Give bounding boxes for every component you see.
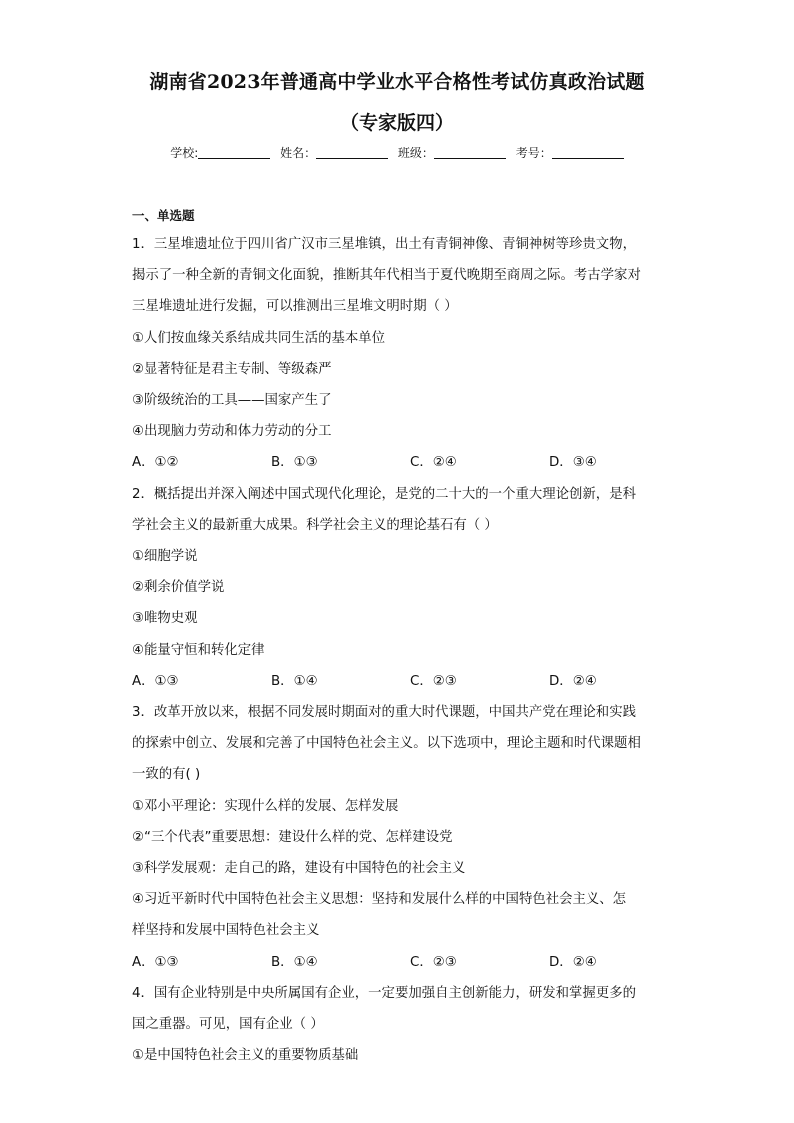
exam-number-blank[interactable] xyxy=(552,145,624,159)
question-stem-line: 国之重器。可见，国有企业（ ） xyxy=(132,1017,324,1033)
option-c[interactable]: C．②③ xyxy=(410,673,457,689)
statement-item: ③阶级统治的工具——国家产生了 xyxy=(132,393,332,409)
statement-item: ④出现脑力劳动和体力劳动的分工 xyxy=(132,424,332,440)
question-stem-line: 学社会主义的最新重大成果。科学社会主义的理论基石有（ ） xyxy=(132,517,498,533)
question-2 xyxy=(132,479,672,697)
option-b[interactable]: B．①④ xyxy=(271,954,318,970)
statement-item: ④能量守恒和转化定律 xyxy=(132,642,265,658)
exam-content xyxy=(132,205,672,1071)
question-stem-line: 一致的有( ) xyxy=(132,767,201,783)
statement-item: ①邓小平理论：实现什么样的发展、怎样发展 xyxy=(132,798,399,814)
school-blank[interactable] xyxy=(198,145,270,159)
statement-item: ③科学发展观：走自己的路，建设有中国特色的社会主义 xyxy=(132,861,466,877)
section-heading: 一、单选题 xyxy=(132,208,195,223)
question-stem-line: 的探索中创立、发展和完善了中国特色社会主义。以下选项中，理论主题和时代课题相 xyxy=(132,736,641,752)
name-blank[interactable] xyxy=(316,145,388,159)
question-3 xyxy=(132,697,672,978)
question-stem-line: 揭示了一种全新的青铜文化面貌，推断其年代相当于夏代晚期至商周之际。考古学家对 xyxy=(132,268,641,284)
question-stem-line: 3．改革开放以来，根据不同发展时期面对的重大时代课题，中国共产党在理论和实践 xyxy=(132,705,636,721)
question-1 xyxy=(132,229,672,479)
statement-item: ④习近平新时代中国特色社会主义思想：坚持和发展什么样的中国特色社会主义、怎 xyxy=(132,892,627,908)
question-stem-line: 2．概括提出并深入阐述中国式现代化理论，是党的二十大的一个重大理论创新，是科 xyxy=(132,486,636,502)
answer-options xyxy=(132,666,672,697)
option-b[interactable]: B．①④ xyxy=(271,673,318,689)
question-stem-line: 三星堆遗址进行发掘，可以推测出三星堆文明时期（ ） xyxy=(132,299,458,315)
student-info-row xyxy=(0,143,794,163)
answer-options xyxy=(132,947,672,978)
option-b[interactable]: B．①③ xyxy=(271,455,318,471)
option-d[interactable]: D．②④ xyxy=(549,673,597,689)
exam-subtitle: （专家版四） xyxy=(339,112,454,134)
option-c[interactable]: C．②③ xyxy=(410,954,457,970)
statement-item: ①人们按血缘关系结成共同生活的基本单位 xyxy=(132,330,386,346)
question-stem-line: 1．三星堆遗址位于四川省广汉市三星堆镇，出土有青铜神像、青铜神树等珍贵文物， xyxy=(132,237,636,252)
statement-item: ②显著特征是君主专制、等级森严 xyxy=(132,361,332,377)
statement-item: ②“三个代表”重要思想：建设什么样的党、怎样建设党 xyxy=(132,829,453,845)
answer-options xyxy=(132,447,672,478)
option-d[interactable]: D．②④ xyxy=(549,954,597,970)
statement-item: 样坚持和发展中国特色社会主义 xyxy=(132,923,320,939)
statement-item: ①是中国特色社会主义的重要物质基础 xyxy=(132,1048,359,1064)
class-blank[interactable] xyxy=(434,145,506,159)
name-field: 姓名： xyxy=(280,143,388,163)
option-a[interactable]: A．①② xyxy=(132,455,179,471)
option-a[interactable]: A．①③ xyxy=(132,673,179,689)
school-field: 学校: xyxy=(170,143,270,163)
option-a[interactable]: A．①③ xyxy=(132,954,179,970)
question-stem-line: 4．国有企业特别是中央所属国有企业，一定要加强自主创新能力，研发和掌握更多的 xyxy=(132,985,636,1001)
option-d[interactable]: D．③④ xyxy=(549,455,597,471)
class-field: 班级： xyxy=(398,143,506,163)
option-c[interactable]: C．②④ xyxy=(410,455,457,471)
question-4 xyxy=(132,978,672,1072)
statement-item: ②剩余价值学说 xyxy=(132,580,225,596)
statement-item: ①细胞学说 xyxy=(132,549,198,565)
statement-item: ③唯物史观 xyxy=(132,611,198,627)
exam-number-field: 考号： xyxy=(516,143,624,163)
exam-title: 湖南省2023年普通高中学业水平合格性考试仿真政治试题 xyxy=(149,71,645,93)
